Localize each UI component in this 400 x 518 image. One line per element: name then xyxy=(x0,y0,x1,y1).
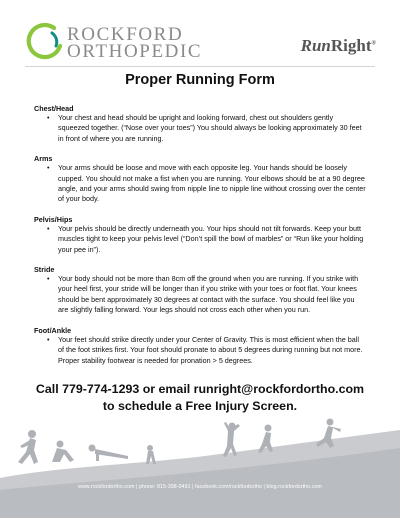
bullet-text: Your arms should be loose and move with each opposite leg. Your hands should be loosely cupped. You should not make a fist when you are running. Your elbows should be at a 90 degree angle, and your arms should swing from nipple line to nipple line without crossing over the center of your body. xyxy=(58,163,366,204)
cta-schedule: to schedule a Free Injury Screen. xyxy=(102,398,298,413)
section-heading: Chest/Head xyxy=(34,104,74,113)
runright-trademark: ® xyxy=(371,40,376,47)
section-chest-head xyxy=(34,104,366,144)
section-bullet xyxy=(34,274,366,316)
form-guidelines xyxy=(34,104,366,376)
bullet-text: Your pelvis should be directly underneath you. Your hips should not tilt forwards. Keep your butt muscles tight to keep your pelvis level (“Don’t spill the bowl of marbles” or “Run like your holding your pee in”). xyxy=(58,223,364,254)
footer-contact-info: www.rockfordortho.com | phone: 815-398-9491 | facebook.com/rockfordortho | blog.rockfordortho.com xyxy=(78,484,322,490)
section-heading: Foot/Ankle xyxy=(34,325,72,335)
bullet-dot: • xyxy=(47,223,50,233)
runright-logo xyxy=(301,36,376,56)
section-heading: Arms xyxy=(34,154,53,164)
section-bullet xyxy=(34,113,366,144)
bullet-dot: • xyxy=(47,334,50,344)
page-header xyxy=(0,0,400,70)
bullet-dot: • xyxy=(47,113,50,122)
brand-name-line-1: ROCKFORD xyxy=(67,24,184,45)
brand-name-line-2: ORTHOPEDIC xyxy=(67,41,203,62)
bullet-text: Your body should not be more than 8cm off the ground when you are running. If you strike with your heel first, your stride will be longer than if you strike with your toes or foot flat. Your knees should be bent approximately 30 degrees at contact with the surface. You should feel like you are slightly falling forward. Your legs should not cross each other when you run. xyxy=(58,274,359,315)
runright-logo-run: Run xyxy=(300,36,331,55)
bullet-dot: • xyxy=(47,163,50,173)
bullet-text: Your feet should strike directly under your Center of Gravity. This is most efficient when the ball of the foot strikes first. Your foot should pronate to about 5 degrees during running but not more. Proper stability footwear is needed for pronation > 5 degrees. xyxy=(58,334,363,365)
runners-silhouette-icon xyxy=(0,418,400,518)
section-bullet xyxy=(34,163,366,205)
section-stride xyxy=(34,265,366,316)
call-to-action xyxy=(0,381,400,414)
bullet-text: Your chest and head should be upright and looking forward, chest out shoulders gently squeezed together. (“Nose over your toes”) You should always be looking approximately 30 feet in front of where you are running. xyxy=(58,113,362,143)
section-bullet xyxy=(34,224,366,255)
page-title: Proper Running Form xyxy=(125,72,275,88)
section-bullet xyxy=(34,335,366,366)
section-pelvis-hips xyxy=(34,215,366,255)
cta-phone-email: Call 779-774-1293 or email runright@rockfordortho.com xyxy=(35,382,365,396)
section-foot-ankle xyxy=(34,326,366,366)
section-heading: Pelvis/Hips xyxy=(34,214,73,224)
section-heading: Stride xyxy=(34,265,55,275)
bullet-dot: • xyxy=(47,274,50,284)
rockford-logo-icon xyxy=(25,22,65,62)
runright-logo-right: Right xyxy=(330,36,372,55)
section-arms xyxy=(34,154,366,205)
header-divider xyxy=(25,66,375,67)
